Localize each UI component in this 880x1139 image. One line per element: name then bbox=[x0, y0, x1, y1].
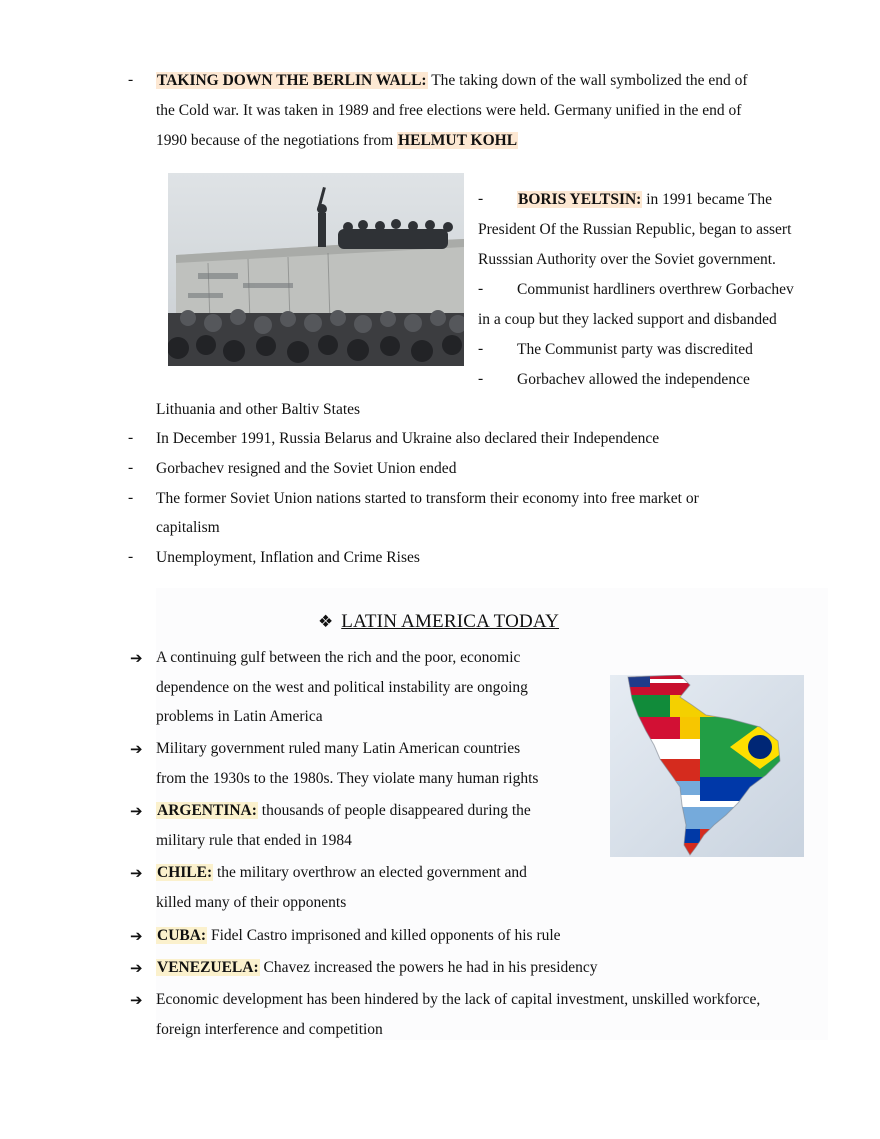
communist-party-line: The Communist party was discredited bbox=[517, 341, 753, 358]
independence-line-2: Lithuania and other Baltiv States bbox=[156, 401, 361, 418]
chile-term: CHILE: bbox=[157, 864, 213, 881]
venezuela-line: VENEZUELA: Chavez increased the powers he had in his presidency bbox=[157, 959, 598, 976]
bullet-dash: - bbox=[478, 190, 484, 207]
helmut-kohl-term: HELMUT KOHL bbox=[398, 132, 518, 149]
yeltsin-term: BORIS YELTSIN: bbox=[518, 191, 642, 208]
berlin-term: TAKING DOWN THE BERLIN WALL: bbox=[157, 72, 427, 89]
economic-development-line-2: foreign interference and competition bbox=[156, 1021, 383, 1038]
bullet-dash: - bbox=[478, 280, 484, 297]
argentina-term: ARGENTINA: bbox=[157, 802, 257, 819]
diamond-bullet-icon: ❖ bbox=[318, 612, 334, 632]
military-line-2: from the 1930s to the 1980s. They violate many human rights bbox=[156, 770, 539, 787]
berlin-line-1: TAKING DOWN THE BERLIN WALL: The taking down of the wall symbolized the end of bbox=[157, 72, 748, 89]
berlin-line-2: the Cold war. It was taken in 1989 and free elections were held. Germany unified in the end of bbox=[156, 102, 742, 119]
arrow-bullet-icon: ➔ bbox=[130, 649, 143, 667]
coup-line-1: Communist hardliners overthrew Gorbachev bbox=[517, 281, 794, 298]
arrow-bullet-icon: ➔ bbox=[130, 802, 143, 820]
arrow-bullet-icon: ➔ bbox=[130, 959, 143, 977]
transform-economy-line-1: The former Soviet Union nations started to transform their economy into free market or bbox=[156, 490, 699, 507]
berlin-line-3: 1990 because of the negotiations from HELMUT KOHL bbox=[156, 132, 518, 149]
berlin-wall-photo bbox=[168, 173, 464, 366]
arrow-bullet-icon: ➔ bbox=[130, 864, 143, 882]
unemployment-line: Unemployment, Inflation and Crime Rises bbox=[156, 549, 420, 566]
december-1991-line: In December 1991, Russia Belarus and Ukraine also declared their Independence bbox=[156, 430, 660, 447]
argentina-line-1: ARGENTINA: thousands of people disappeared during the bbox=[157, 802, 531, 819]
bullet-dash: - bbox=[128, 489, 134, 506]
bullet-dash: - bbox=[478, 340, 484, 357]
latin-america-title: LATIN AMERICA TODAY bbox=[341, 611, 560, 632]
gorbachev-resigned-line: Gorbachev resigned and the Soviet Union ended bbox=[156, 460, 457, 477]
bullet-dash: - bbox=[128, 459, 134, 476]
transform-economy-line-2: capitalism bbox=[156, 519, 220, 536]
argentina-line-2: military rule that ended in 1984 bbox=[156, 832, 352, 849]
chile-line-1: CHILE: the military overthrow an elected government and bbox=[157, 864, 527, 881]
military-line-1: Military government ruled many Latin American countries bbox=[156, 740, 521, 757]
bullet-dash: - bbox=[128, 548, 134, 565]
venezuela-term: VENEZUELA: bbox=[157, 959, 259, 976]
gulf-line-2: dependence on the west and political instability are ongoing bbox=[156, 679, 528, 696]
yeltsin-line-1: BORIS YELTSIN: in 1991 became The bbox=[518, 191, 773, 208]
latin-america-flags-map bbox=[610, 675, 804, 857]
arrow-bullet-icon: ➔ bbox=[130, 927, 143, 945]
gulf-line-3: problems in Latin America bbox=[156, 708, 323, 725]
economic-development-line-1: Economic development has been hindered by the lack of capital investment, unskilled workforce, bbox=[156, 991, 761, 1008]
bullet-dash: - bbox=[128, 71, 134, 88]
coup-line-2: in a coup but they lacked support and disbanded bbox=[478, 311, 777, 328]
cuba-term: CUBA: bbox=[157, 927, 207, 944]
bullet-dash: - bbox=[478, 370, 484, 387]
gulf-line-1: A continuing gulf between the rich and the poor, economic bbox=[156, 649, 521, 666]
arrow-bullet-icon: ➔ bbox=[130, 991, 143, 1009]
chile-line-2: killed many of their opponents bbox=[156, 894, 347, 911]
yeltsin-line-2: President Of the Russian Republic, began to assert bbox=[478, 221, 792, 238]
arrow-bullet-icon: ➔ bbox=[130, 740, 143, 758]
latin-america-heading bbox=[318, 610, 559, 634]
yeltsin-line-3: Russsian Authority over the Soviet government. bbox=[478, 251, 776, 268]
independence-line-1: Gorbachev allowed the independence bbox=[517, 371, 750, 388]
cuba-line: CUBA: Fidel Castro imprisoned and killed opponents of his rule bbox=[157, 927, 561, 944]
bullet-dash: - bbox=[128, 429, 134, 446]
